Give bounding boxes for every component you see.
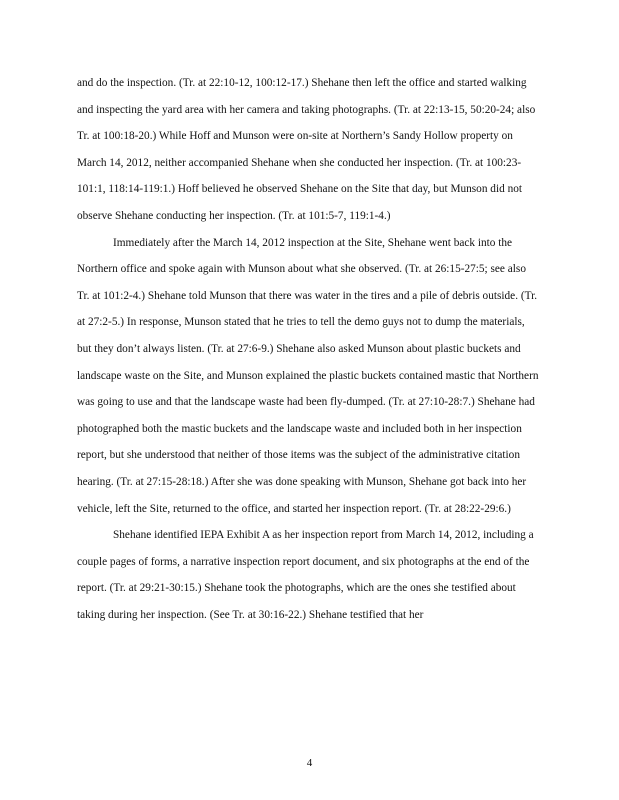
page-number: 4 xyxy=(306,757,313,769)
paragraph-2 xyxy=(77,230,541,523)
paragraph-3 xyxy=(77,522,541,628)
paragraph-1 xyxy=(77,70,541,230)
paragraph-1-text: and do the inspection. (Tr. at 22:10-12, 100:12-17.) Shehane then left the office and started walking and inspecting the yard area with her camera and taking photographs. (Tr. at 22:13-15, 50:20-24; also Tr. at 100:18-20.) While Hoff and Munson were on-site at Northern’s Sandy Hollow property on March 14, 2012, neither accompanied Shehane when she conducted her inspection. (Tr. at 100:23-101:1, 118:14-119:1.) Hoff believed he observed Shehane on the Site that day, but Munson did not observe Shehane conducting her inspection. (Tr. at 101:5-7, 119:1-4.) xyxy=(77,77,536,222)
paragraph-3-text: Shehane identified IEPA Exhibit A as her inspection report from March 14, 2012, including a couple pages of forms, a narrative inspection report document, and six photographs at the end of the report. (Tr. at 29:21-30:15.) Shehane took the photographs, which are the ones she testified about taking during her inspection. (See Tr. at 30:16-22.) Shehane testified that her xyxy=(77,529,534,621)
paragraph-2-text: Immediately after the March 14, 2012 inspection at the Site, Shehane went back into the Northern office and spoke again with Munson about what she observed. (Tr. at 26:15-27:5; see also Tr. at 101:2-4.) Shehane told Munson that there was water in the tires and a pile of debris outside. (Tr. at 27:2-5.) In response, Munson stated that he tries to tell the demo guys not to dump the materials, but they don’t always listen. (Tr. at 27:6-9.) Shehane also asked Munson about plastic buckets and landscape waste on the Site, and Munson explained the plastic buckets contained mastic that Northern was going to use and that the landscape waste had been fly-dumped. (Tr. at 27:10-28:7.) Shehane had photographed both the mastic buckets and the landscape waste and included both in her inspection report, but she understood that neither of those items was the subject of the administrative citation hearing. (Tr. at 27:15-28:18.) After she was done speaking with Munson, Shehane got back into her vehicle, left the Site, returned to the office, and started her inspection report. (Tr. at 28:22-29:6.) xyxy=(77,236,539,515)
